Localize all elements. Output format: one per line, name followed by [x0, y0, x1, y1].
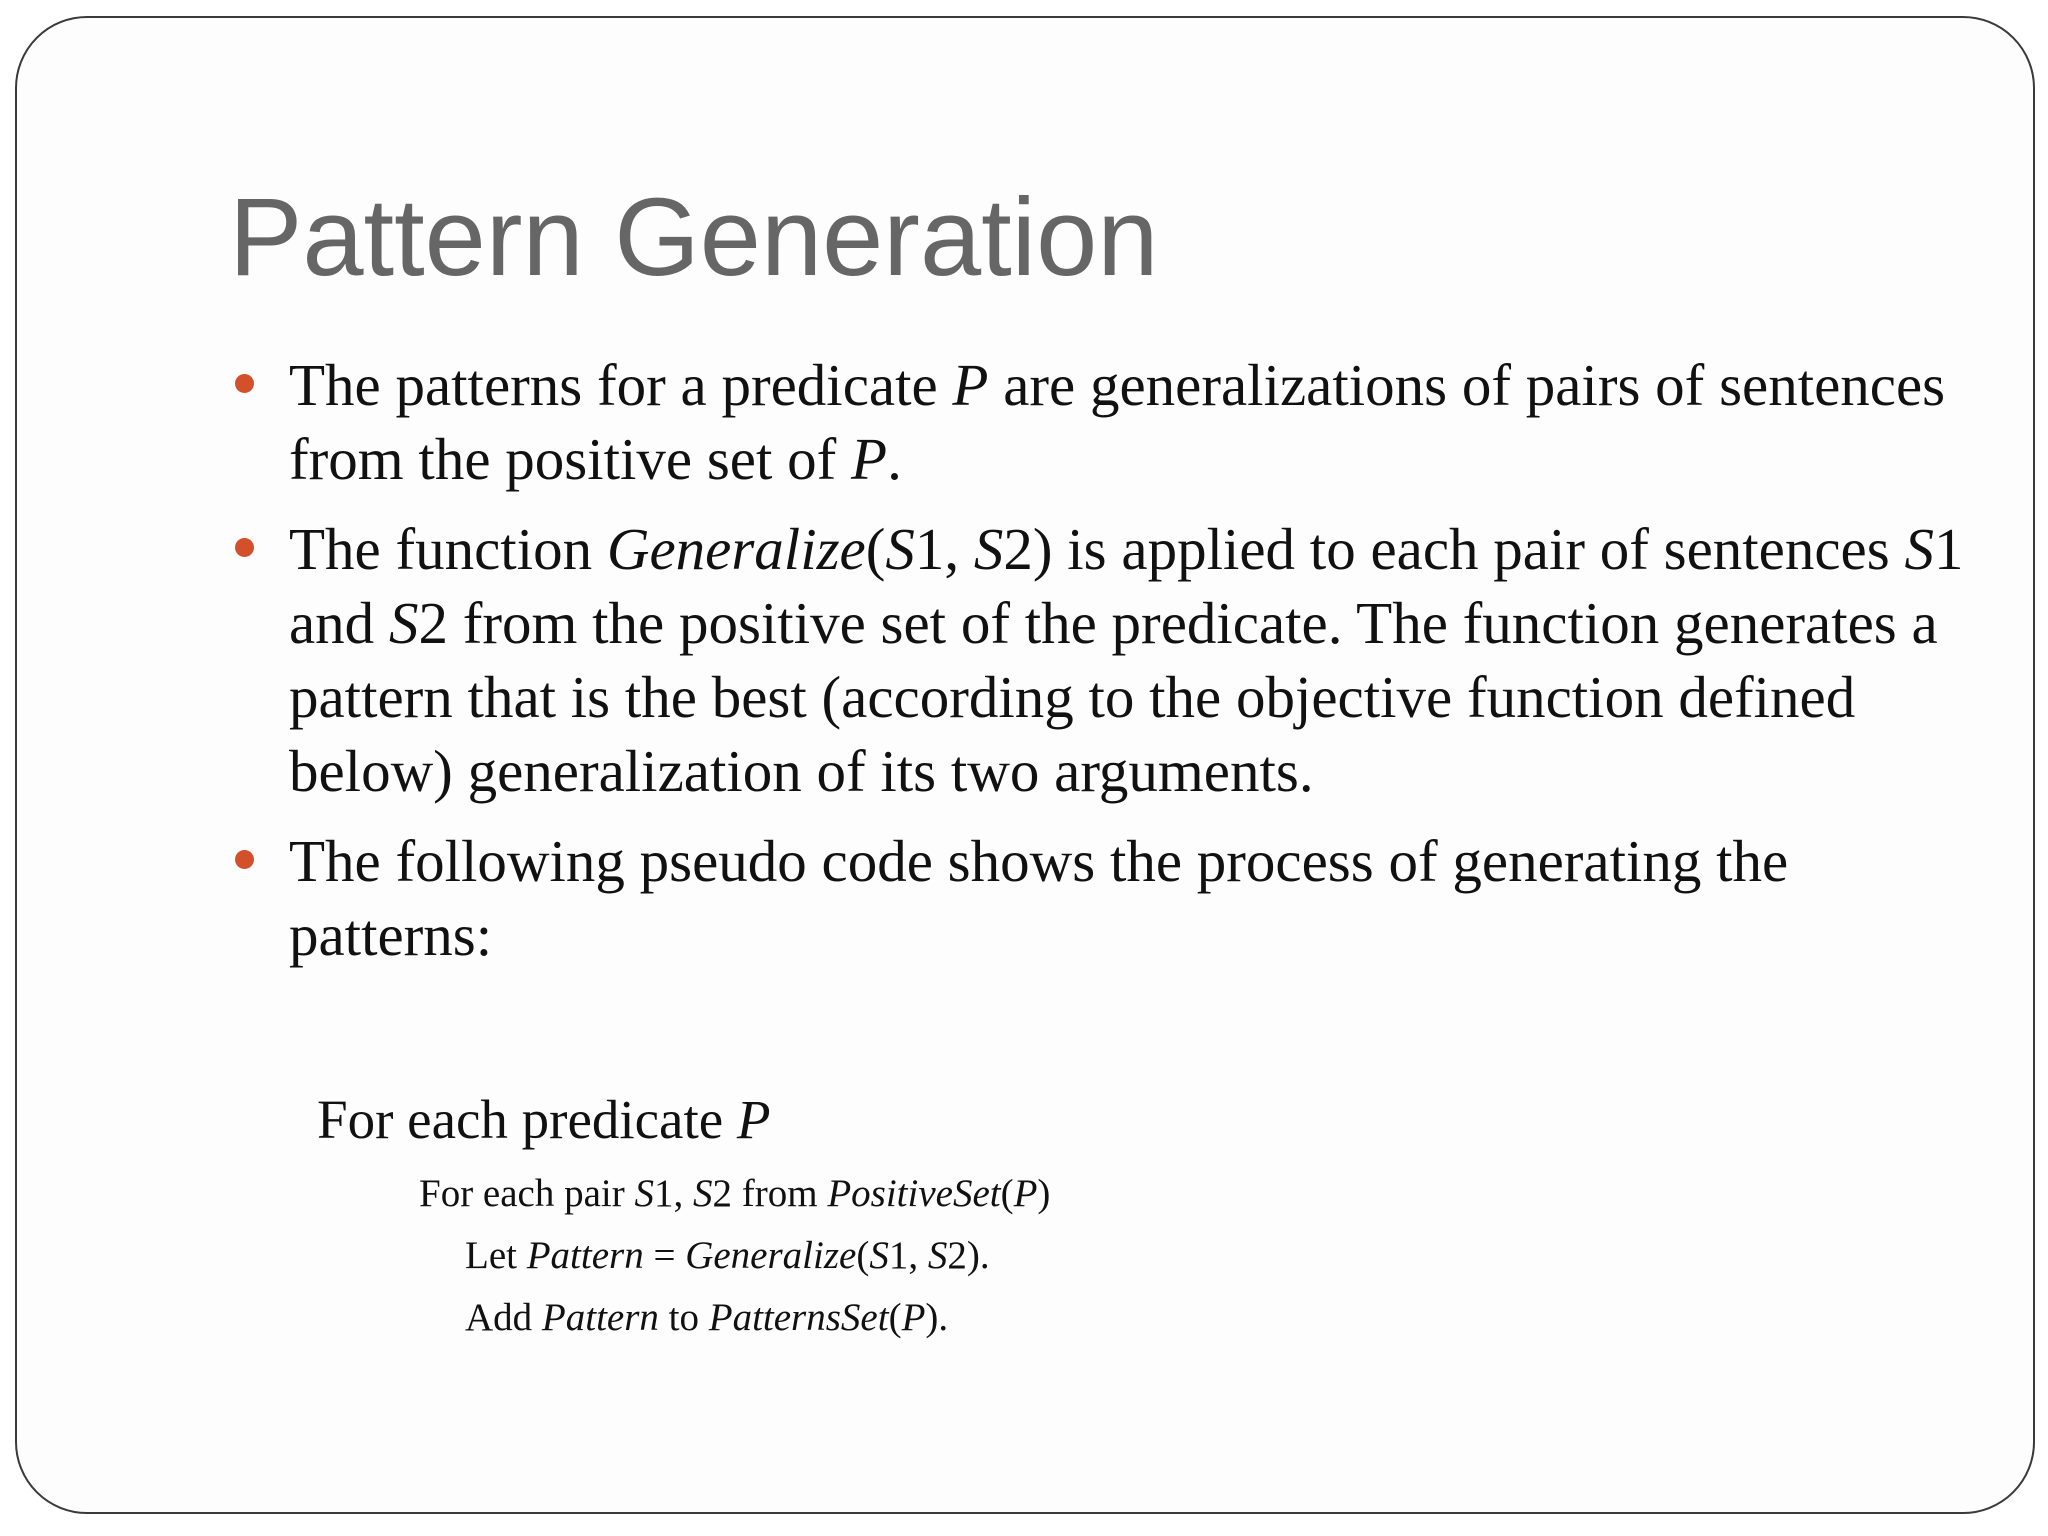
text-run: The following pseudo code shows the process of generating the patterns:: [289, 828, 1789, 968]
bullet-item: [229, 512, 1989, 808]
text-run: are generalizations of pairs of sentences from the positive set of: [289, 352, 1946, 492]
text-run: The patterns for a predicate: [289, 352, 953, 418]
math-variable: Generalize: [685, 1234, 857, 1277]
text-run: For each predicate: [317, 1089, 737, 1150]
text-run: For each pair: [419, 1172, 635, 1215]
text-run: 2) is applied to each pair of sentences: [1003, 516, 1905, 582]
math-variable: PositiveSet: [827, 1172, 1001, 1215]
text-run: 2).: [947, 1234, 990, 1277]
bullet-dot-icon: [235, 374, 254, 393]
math-variable: Pattern: [541, 1296, 659, 1339]
math-variable: S: [634, 1172, 654, 1215]
pseudo-code-line: [465, 1287, 1050, 1349]
math-variable: Pattern: [526, 1234, 644, 1277]
text-run: to: [658, 1296, 709, 1339]
bullet-dot-icon: [235, 850, 254, 869]
math-variable: PatternsSet: [708, 1296, 889, 1339]
math-variable: S: [973, 516, 1004, 582]
bullet-text: [289, 516, 1963, 804]
pseudo-code-block: [317, 1083, 1050, 1349]
math-variable: P: [851, 426, 888, 492]
bullet-text: [289, 352, 1945, 492]
text-run: 1 and: [289, 516, 1964, 656]
pseudo-code-line: [465, 1225, 1050, 1287]
text-run: The function: [289, 516, 607, 582]
slide-title: Pattern Generation: [229, 176, 1159, 299]
text-run: 2 from the positive set of the predicate. The function generates a pattern that is the best (according to the objective function defined below) generalization of its two arguments.: [289, 590, 1938, 804]
text-run: ).: [925, 1296, 949, 1339]
slide-frame: [15, 16, 2035, 1514]
math-variable: S: [869, 1234, 889, 1277]
math-variable: P: [736, 1089, 771, 1150]
math-variable: S: [693, 1172, 713, 1215]
text-run: 2 from: [712, 1172, 828, 1215]
pseudo-code-line: [419, 1163, 1050, 1225]
bullet-text: [289, 828, 1788, 968]
pseudo-code-line: [317, 1083, 1050, 1157]
text-run: .: [887, 426, 902, 492]
text-run: (: [1000, 1172, 1014, 1215]
text-run: 1,: [654, 1172, 693, 1215]
math-variable: P: [901, 1296, 926, 1339]
math-variable: S: [388, 590, 419, 656]
text-run: (: [888, 1296, 902, 1339]
text-run: (: [856, 1234, 870, 1277]
bullet-list: [229, 348, 1989, 988]
text-run: 1,: [914, 516, 974, 582]
text-run: =: [643, 1234, 686, 1277]
bullet-dot-icon: [235, 538, 254, 557]
text-run: (: [865, 516, 886, 582]
math-variable: Generalize: [606, 516, 866, 582]
text-run: 1,: [888, 1234, 928, 1277]
math-variable: S: [1904, 516, 1934, 582]
math-variable: P: [952, 352, 989, 418]
math-variable: P: [1013, 1172, 1038, 1215]
math-variable: S: [885, 516, 915, 582]
bullet-item: [229, 348, 1989, 496]
math-variable: S: [927, 1234, 948, 1277]
text-run: Let: [465, 1234, 527, 1277]
text-run: Add: [465, 1296, 542, 1339]
bullet-item: [229, 824, 1989, 972]
text-run: ): [1037, 1172, 1051, 1215]
